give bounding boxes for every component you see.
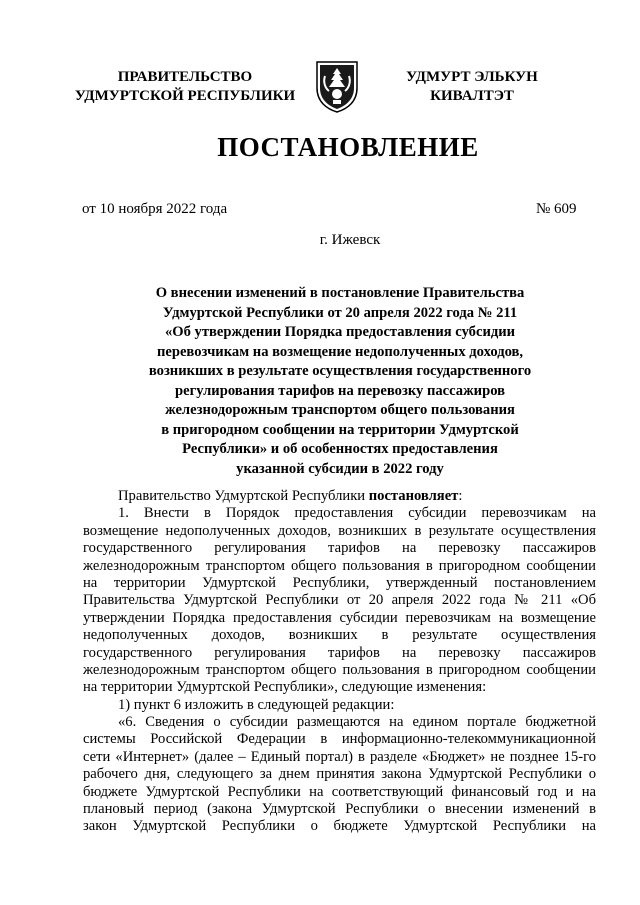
body-line: плановый период (закона Удмуртской Республики о внесении изменений в [83, 801, 596, 818]
government-name-line: ПРАВИТЕЛЬСТВО [117, 69, 253, 85]
government-name-line: УДМУРТСКОЙ РЕСПУБЛИКИ [74, 88, 296, 104]
body-line: на территории Удмуртской Республики, утвержденный постановлением [83, 574, 596, 591]
body-intro [83, 488, 596, 505]
body-line: «6. Сведения о субсидии размещаются на едином портале бюджетной [118, 714, 596, 731]
body-line: сети «Интернет» (далее – Единый портал) в разделе «Бюджет» не позднее 15-го [83, 748, 596, 765]
body-line: государственного регулирования тарифов на перевозку пассажиров [83, 644, 596, 661]
government-name-russian [60, 68, 310, 106]
body-line: 1. Внести в Порядок предоставления субсидии перевозчикам на [118, 505, 596, 522]
subject-line: О внесении изменений в постановление Правительства [155, 285, 525, 301]
document-number: № 609 [536, 201, 577, 217]
document-body [83, 488, 596, 836]
subject-line: возникших в результате осуществления государственного [148, 363, 532, 379]
coat-of-arms-icon [313, 58, 361, 114]
government-name-line: КИВАЛТЭТ [430, 88, 514, 104]
intro-colon: : [458, 488, 463, 504]
body-line: железнодорожным транспортом общего пользования в пригородном сообщении [83, 557, 596, 574]
body-line: закон Удмуртской Республики о бюджете Удмуртской Республики на [83, 818, 596, 835]
document-type-title: ПОСТАНОВЛЕНИЕ [217, 132, 479, 162]
subject-line: в пригородном сообщении на территории Удмуртской [161, 421, 519, 438]
government-name-udmurt [392, 68, 552, 106]
body-line: на территории Удмуртской Республики», следующие изменения: [83, 679, 487, 696]
subject-line: Республики» и об особенностях предоставления [182, 441, 498, 457]
subject-line: перевозчикам на возмещение недополученных доходов, [156, 343, 524, 360]
document-city: г. Ижевск [319, 232, 381, 248]
body-line: системы Российской Федерации в информационно-телекоммуникационной [83, 731, 596, 748]
document-date: от 10 ноября 2022 года [82, 201, 228, 217]
body-line: возмещение недополученных доходов, возникших в результате осуществления [83, 522, 596, 539]
body-line: недополученных доходов, возникших в результате осуществления [83, 627, 596, 644]
body-line: утверждении Порядка предоставления субсидии перевозчикам на возмещение [83, 609, 596, 626]
subject-line: регулирования тарифов на перевозку пассажиров [174, 382, 506, 399]
subject-line: «Об утверждении Порядка предоставления субсидии [164, 324, 516, 340]
body-line: рабочего дня, следующего за днем принятия закона Удмуртской Республики о [83, 766, 596, 783]
subject-line: железнодорожным транспортом общего пользования [165, 402, 515, 418]
body-line: государственного регулирования тарифов на перевозку пассажиров [83, 540, 596, 557]
subject-line: указанной субсидии в 2022 году [236, 460, 444, 477]
body-line: 1) пункт 6 изложить в следующей редакции: [118, 696, 395, 713]
subject-line: Удмуртской Республики от 20 апреля 2022 года № 211 [162, 304, 518, 321]
body-line: железнодорожным транспортом общего пользования в пригородном сообщении [83, 661, 596, 678]
government-name-line: УДМУРТ ЭЛЬКУН [406, 69, 538, 85]
body-line: бюджете Удмуртской Республики на соответствующий финансовый год и на [83, 783, 596, 800]
body-line: Правительства Удмуртской Республики от 20 апреля 2022 года № 211 «Об [83, 592, 596, 609]
intro-text: Правительство Удмуртской Республики [118, 488, 369, 504]
intro-verb: постановляет [368, 488, 459, 504]
document-subject [130, 284, 550, 479]
